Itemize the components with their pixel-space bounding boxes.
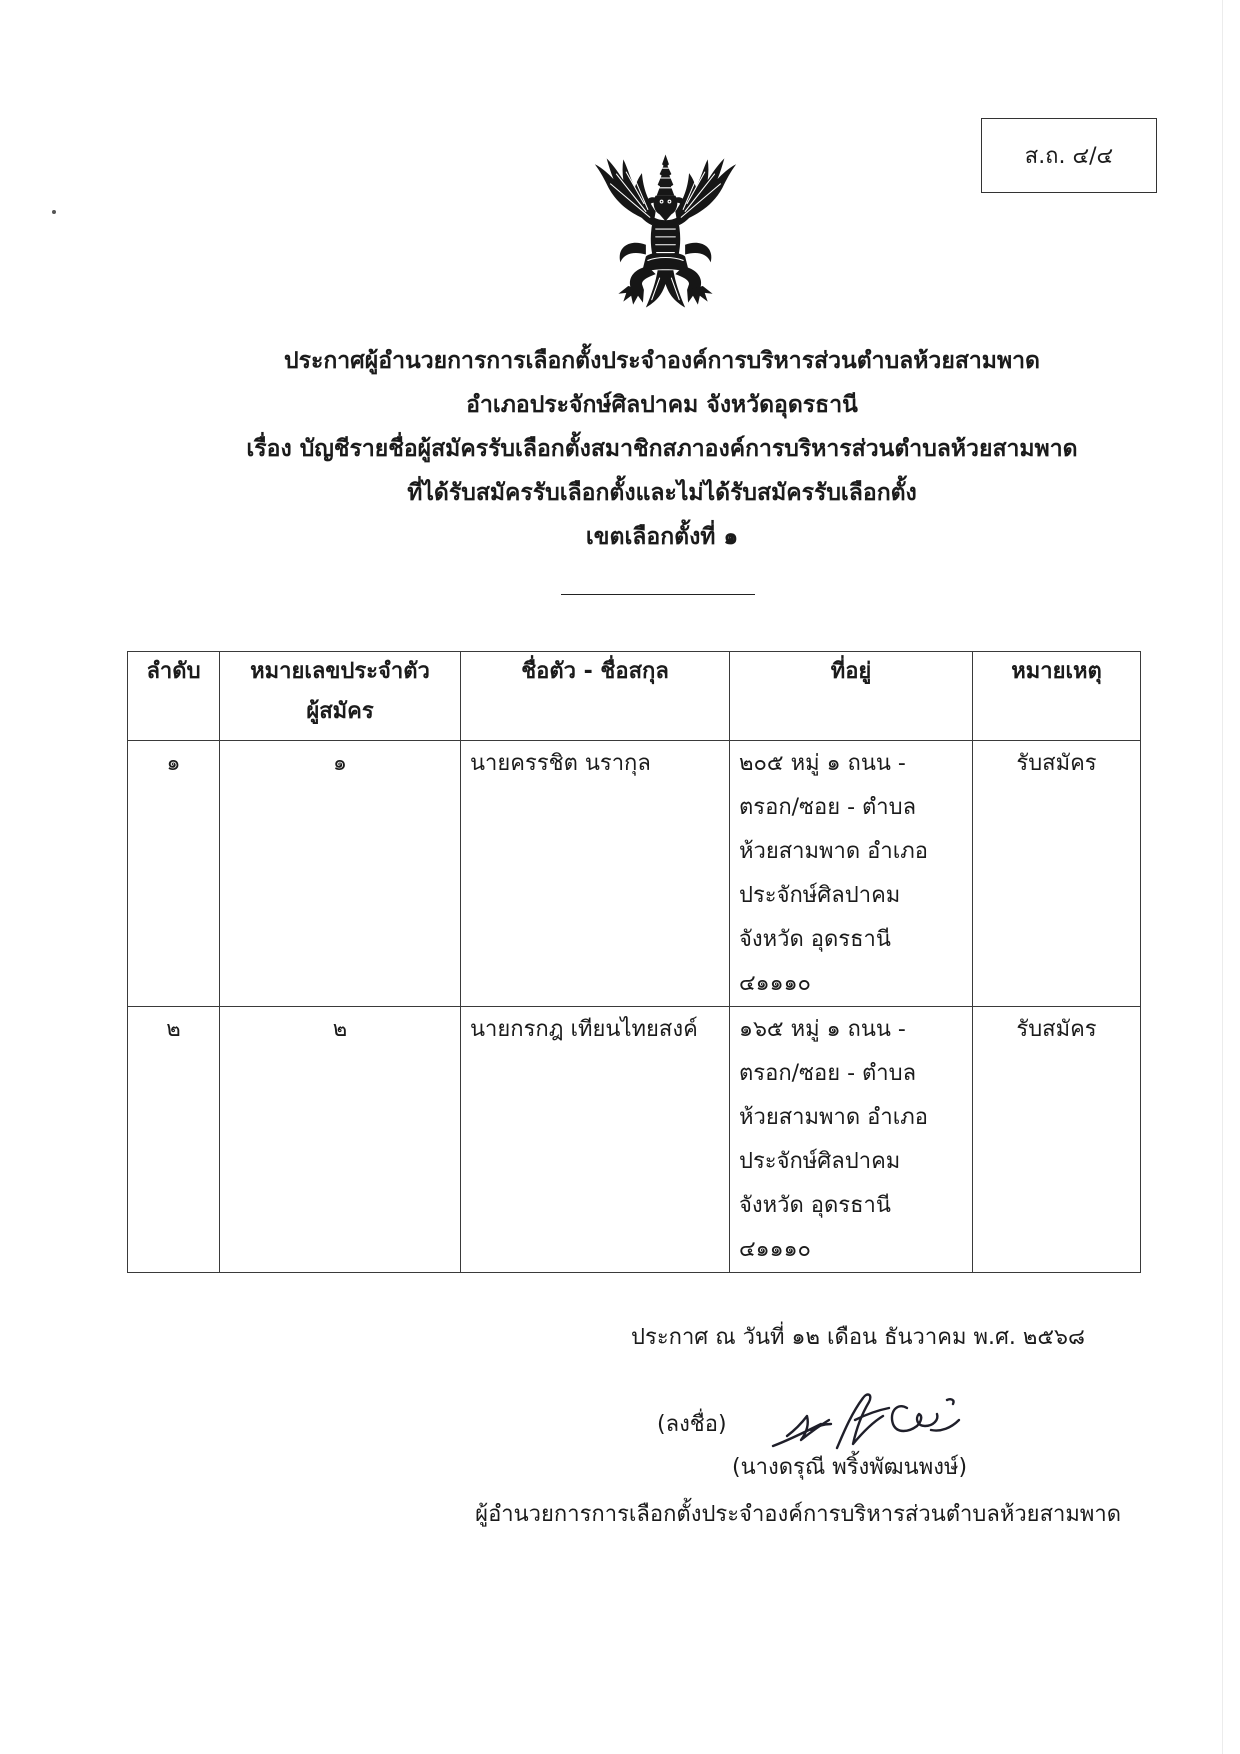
cell-address <box>730 1007 973 1273</box>
address-line: ประจักษ์ศิลปาคม <box>739 1149 901 1174</box>
header-name <box>461 652 730 741</box>
address-line: จังหวัด อุดรธานี <box>739 927 891 952</box>
title-line-3: เรื่อง บัญชีรายชื่อผู้สมัครรับเลือกตั้งสมาชิกสภาองค์การบริหารส่วนตำบลห้วยสามพาด <box>246 436 1078 462</box>
address-line: ตรอก/ซอย - ตำบล <box>739 795 917 820</box>
address-line: ๔๑๑๑๐ <box>739 971 811 996</box>
table-row <box>128 1007 1141 1273</box>
form-code-box <box>981 118 1157 193</box>
title-line-2: อำเภอประจักษ์ศิลปาคม จังหวัดอุดรธานี <box>466 392 858 418</box>
signer-name: (นางดรุณี พริ้งพัฒนพงษ์) <box>732 1455 968 1480</box>
address-line: จังหวัด อุดรธานี <box>739 1193 891 1218</box>
title-line-1: ประกาศผู้อำนวยการการเลือกตั้งประจำองค์การบริหารส่วนตำบลห้วยสามพาด <box>284 348 1040 374</box>
title-line-5: เขตเลือกตั้งที่ ๑ <box>585 524 739 550</box>
garuda-crown <box>657 154 675 195</box>
garuda-left-flourish <box>620 243 646 263</box>
announcement-date: ประกาศ ณ วันที่ ๑๒ เดือน ธันวาคม พ.ศ. ๒๕๖๘ <box>631 1325 1085 1350</box>
candidate-name: นายกรกฎ เทียนไทยสงค์ <box>470 1017 698 1042</box>
header-candidate-number <box>220 652 461 741</box>
signer-position: ผู้อำนวยการการเลือกตั้งประจำองค์การบริหารส่วนตำบลห้วยสามพาด <box>475 1502 1121 1527</box>
signature-strokes <box>773 1395 959 1448</box>
address-line: ห้วยสามพาด อำเภอ <box>739 1105 928 1130</box>
scan-speck <box>52 210 56 214</box>
title-line-4: ที่ได้รับสมัครรับเลือกตั้งและไม่ได้รับสมัครรับเลือกตั้ง <box>407 480 917 506</box>
header-order-label: ลำดับ <box>146 659 201 684</box>
cell-order: ๑ <box>128 741 220 1007</box>
garuda-right-wing <box>675 158 736 223</box>
form-code: ส.ถ. ๔/๔ <box>1024 144 1114 169</box>
address-line: ๔๑๑๑๐ <box>739 1237 811 1262</box>
address-line: ตรอก/ซอย - ตำบล <box>739 1061 917 1086</box>
header-address-label: ที่อยู่ <box>830 659 872 684</box>
header-name-label: ชื่อตัว - ชื่อสกุล <box>521 659 669 684</box>
candidate-name: นายครรชิต นรากุล <box>470 751 651 776</box>
cell-candidate-number: ๑ <box>220 741 461 1007</box>
garuda-head <box>654 196 678 222</box>
cell-name <box>461 741 730 1007</box>
header-remark-label: หมายเหตุ <box>1011 659 1102 684</box>
address-line: ๒๐๕ หมู่ ๑ ถนน - <box>739 751 906 776</box>
garuda-left-wing <box>595 158 656 223</box>
table-row <box>128 741 1141 1007</box>
garuda-shapes <box>595 154 736 307</box>
signature-label: (ลงชื่อ) <box>657 1412 727 1437</box>
header-candidate-number-line-2: ผู้สมัคร <box>306 699 374 724</box>
cell-remark: รับสมัคร <box>973 741 1141 1007</box>
announcement-title <box>162 339 1162 559</box>
cell-remark: รับสมัคร <box>973 1007 1141 1273</box>
cell-candidate-number: ๒ <box>220 1007 461 1273</box>
garuda-right-flourish <box>685 243 711 263</box>
cell-name <box>461 1007 730 1273</box>
garuda-emblem <box>587 151 744 311</box>
address-line: ๑๖๕ หมู่ ๑ ถนน - <box>739 1017 906 1042</box>
cell-order: ๒ <box>128 1007 220 1273</box>
address-line: ประจักษ์ศิลปาคม <box>739 883 901 908</box>
header-candidate-number-line-1: หมายเลขประจำตัว <box>250 659 430 684</box>
header-address <box>730 652 973 741</box>
address-line: ห้วยสามพาด อำเภอ <box>739 839 928 864</box>
cell-address <box>730 741 973 1007</box>
header-remark <box>973 652 1141 741</box>
candidate-table <box>127 651 1141 1273</box>
handwritten-signature <box>771 1390 963 1454</box>
table-header-row <box>128 652 1141 741</box>
scan-edge-line <box>1222 0 1223 1754</box>
header-order <box>128 652 220 741</box>
title-divider <box>561 594 755 595</box>
